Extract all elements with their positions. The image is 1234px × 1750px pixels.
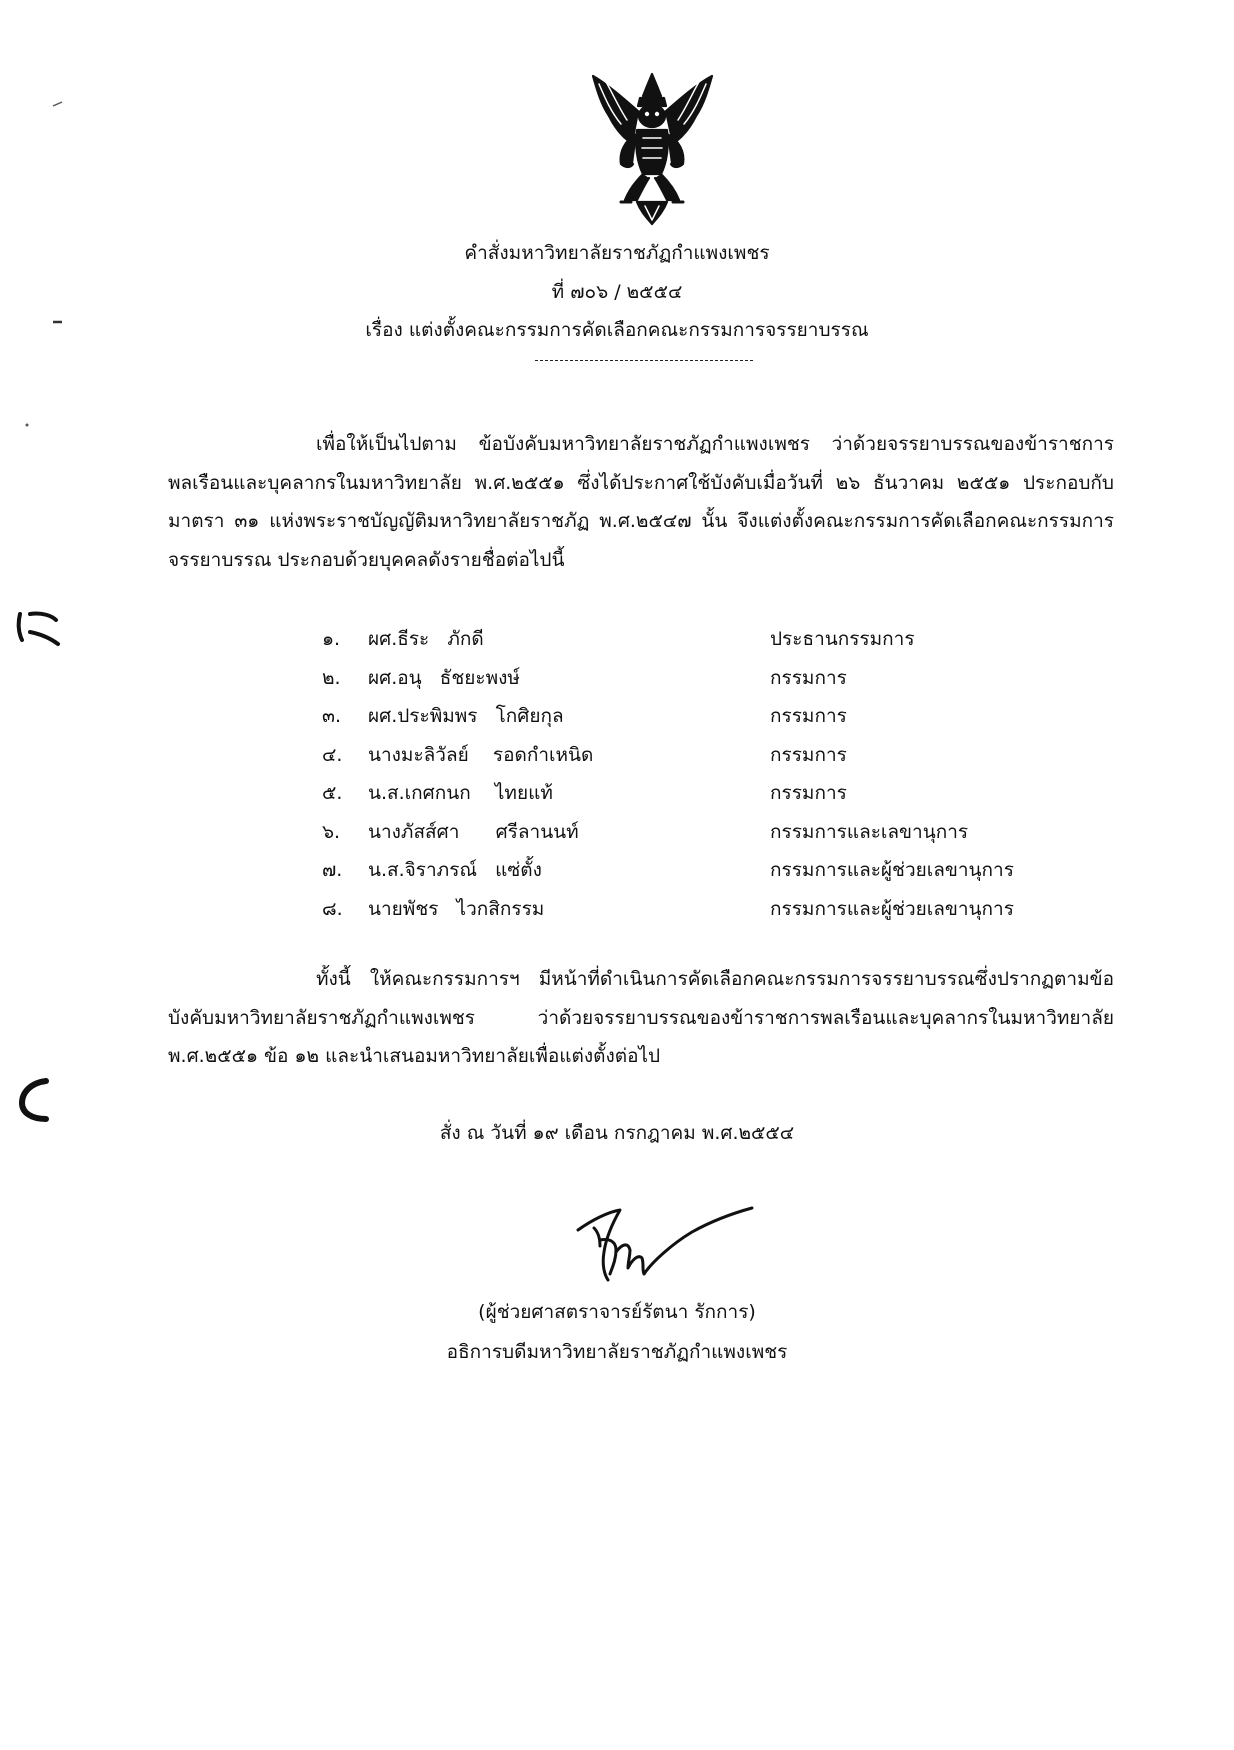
duty-paragraph: ทั้งนี้ ให้คณะกรรมการฯ มีหน้าที่ดำเนินการคัดเลือกคณะกรรมการจรรยาบรรณซึ่งปรากฏตามข้อบังคับมหาวิทยาลัยราชภัฏกำแพงเพชร ว่าด้วยจรรยาบรรณของข้าราชการพลเรือนและบุคลากรในมหาวิทยาลัย พ.ศ.๒๕๕๑ ข้อ ๑๒ และนำเสนอมหาวิทยาลัยเพื่อแต่งตั้งต่อไป (168, 968, 1114, 1067)
committee-member-list (322, 620, 1082, 928)
member-role: กรรมการและเลขานุการ (770, 820, 969, 843)
scan-artifact (52, 100, 64, 108)
list-item (322, 774, 1082, 813)
scan-artifact (16, 1075, 56, 1125)
member-name: นางภัสส์ศา ศรีลานนท์ (368, 820, 579, 843)
scan-artifact (14, 608, 64, 648)
member-name: ผศ.อนุ ธัชยะพงษ์ (368, 666, 520, 689)
member-role: กรรมการและผู้ช่วยเลขานุการ (770, 859, 1014, 881)
member-name: นายพัชร ไวกสิกรรม (368, 897, 545, 920)
list-item (322, 697, 1082, 736)
member-number: ๒. (322, 666, 341, 689)
scan-artifact (22, 420, 32, 430)
order-subject: เรื่อง แต่งตั้งคณะกรรมการคัดเลือกคณะกรรมการจรรยาบรรณ (365, 319, 869, 341)
member-name: นางมะลิวัลย์ รอดกำเหนิด (368, 743, 594, 766)
order-date: สั่ง ณ วันที่ ๑๙ เดือน กรกฎาคม พ.ศ.๒๕๕๔ (439, 1122, 795, 1144)
order-number: ที่ ๗๐๖ / ๒๕๕๔ (551, 281, 683, 303)
scan-artifact (52, 318, 64, 326)
list-item (322, 736, 1082, 775)
title-divider (535, 360, 753, 361)
member-role: กรรมการและผู้ช่วยเลขานุการ (770, 897, 1014, 920)
member-role: กรรมการ (770, 743, 847, 766)
member-name: ผศ.ประพิมพร โกศิยกุล (368, 705, 564, 727)
intro-paragraph: เพื่อให้เป็นไปตาม ข้อบังคับมหาวิทยาลัยราชภัฏกำแพงเพชร ว่าด้วยจรรยาบรรณของข้าราชการพลเรือนและบุคลากรในมหาวิทยาลัย พ.ศ.๒๕๕๑ ซึ่งได้ประกาศใช้บังคับเมื่อวันที่ ๒๖ ธันวาคม ๒๕๕๑ ประกอบกับมาตรา ๓๑ แห่งพระราชบัญญัติมหาวิทยาลัยราชภัฏ พ.ศ.๒๕๔๗ นั้น จึงแต่งตั้งคณะกรรมการคัดเลือกคณะกรรมการจรรยาบรรณ ประกอบด้วยบุคคลดังรายชื่อต่อไปนี้ (168, 433, 1114, 571)
order-title: คำสั่งมหาวิทยาลัยราชภัฏกำแพงเพชร (464, 242, 770, 264)
member-name: น.ส.เกศกนก ไทยแท้ (368, 782, 553, 804)
member-number: ๘. (322, 897, 343, 920)
member-number: ๗. (322, 859, 343, 881)
signature-image (572, 1190, 757, 1290)
list-item (322, 851, 1082, 890)
member-role: กรรมการ (770, 782, 847, 804)
signer-title: อธิการบดีมหาวิทยาลัยราชภัฏกำแพงเพชร (446, 1341, 788, 1363)
member-name: ผศ.ธีระ ภักดี (368, 628, 484, 650)
member-number: ๓. (322, 705, 342, 727)
member-role: กรรมการ (770, 666, 847, 689)
signer-name: (ผู้ช่วยศาสตราจารย์รัตนา รักการ) (478, 1301, 756, 1323)
member-number: ๑. (322, 628, 341, 650)
member-number: ๖. (322, 820, 341, 843)
list-item (322, 890, 1082, 929)
list-item (322, 620, 1082, 659)
member-role: ประธานกรรมการ (770, 628, 915, 650)
member-role: กรรมการ (770, 705, 847, 727)
member-number: ๔. (322, 743, 343, 766)
member-name: น.ส.จิราภรณ์ แซ่ตั้ง (368, 859, 542, 881)
garuda-emblem-icon (585, 68, 720, 226)
member-number: ๕. (322, 782, 343, 804)
list-item (322, 813, 1082, 852)
list-item (322, 659, 1082, 698)
